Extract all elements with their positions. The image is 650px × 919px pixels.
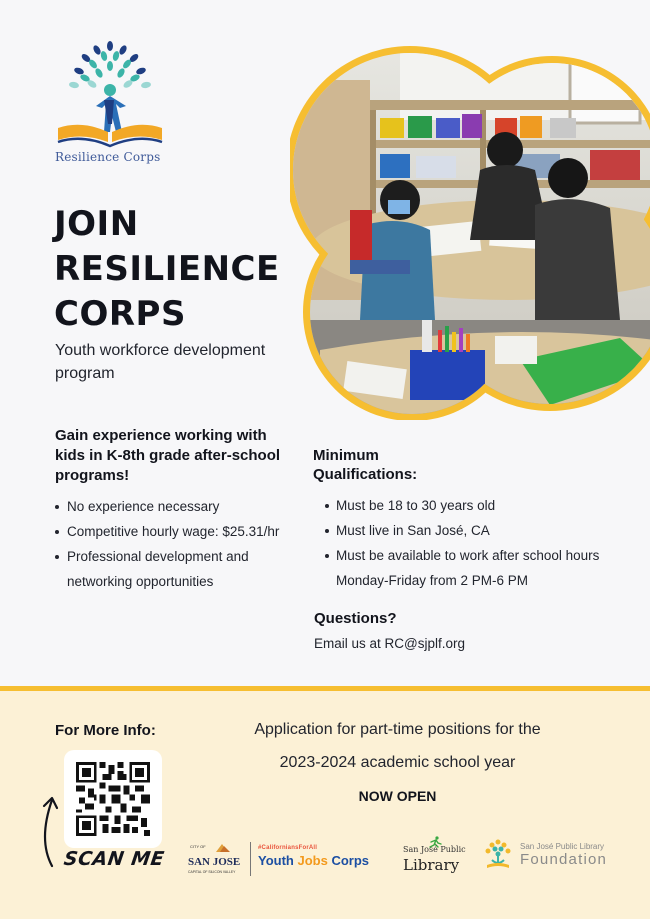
logo-divider: [250, 842, 251, 876]
title-line: RESILIENCE: [54, 249, 280, 289]
qualifications-heading-line1: Minimum: [313, 447, 379, 464]
contact-email[interactable]: Email us at RC@sjplf.org: [314, 636, 465, 651]
application-line-2: 2023-2024 academic school year: [279, 754, 516, 771]
list-item: Must be 18 to 30 years old: [313, 493, 643, 518]
city-small-text: CITY OF: [190, 844, 206, 849]
yjc-hashtag: #CaliforniansForAll: [258, 845, 318, 851]
list-item: Competitive hourly wage: $25.31/hr: [55, 519, 300, 544]
list-item: No experience necessary: [55, 494, 300, 519]
city-text: SAN JOSE: [188, 856, 241, 868]
experience-section: [55, 426, 300, 594]
title-line: CORPS: [54, 294, 186, 334]
benefits-list: [55, 494, 300, 594]
questions-heading: Questions?: [314, 610, 397, 627]
qr-code-icon[interactable]: [76, 762, 150, 836]
more-info-label: For More Info:: [55, 722, 156, 739]
yjc-part-1: Youth: [258, 853, 298, 868]
experience-heading: Gain experience working with kids in K-8th grade after-school programs!: [55, 427, 281, 484]
foundation-text: Foundation: [520, 851, 608, 868]
sjpl-library-text: Library: [403, 856, 460, 874]
yjc-part-3: Corps: [327, 853, 369, 868]
foundation-tree-icon: [484, 838, 512, 870]
qualifications-heading: [313, 446, 643, 484]
classroom-photo: [290, 20, 650, 420]
qualifications-list: [313, 493, 643, 593]
qualifications-section: [313, 446, 643, 593]
foundation-small-text: San José Public Library: [520, 842, 605, 851]
city-of-san-jose-logo: [186, 842, 242, 876]
page-title: [54, 202, 280, 337]
sjpl-small-text: San José Public: [403, 845, 466, 854]
arrow-icon: [38, 790, 64, 870]
yjc-part-2: Jobs: [297, 853, 328, 868]
list-item: Must live in San José, CA: [313, 518, 643, 543]
qualifications-heading-line2: Qualifications:: [313, 466, 418, 483]
list-item: Professional development and networking opportunities: [55, 544, 300, 594]
application-line-1: Application for part-time positions for the: [254, 721, 541, 738]
city-tagline: CAPITAL OF SILICON VALLEY: [188, 870, 236, 874]
youth-jobs-corps-logo: [258, 853, 369, 868]
subtitle: Youth workforce development program: [55, 342, 266, 382]
list-item: Must be available to work after school hours Monday-Friday from 2 PM-6 PM: [313, 543, 643, 593]
title-line: JOIN: [54, 204, 139, 244]
logo-wordmark: Resilience Corps: [55, 150, 161, 164]
scan-me-label: SCAN ME: [62, 848, 166, 870]
now-open-label: NOW OPEN: [358, 788, 437, 804]
